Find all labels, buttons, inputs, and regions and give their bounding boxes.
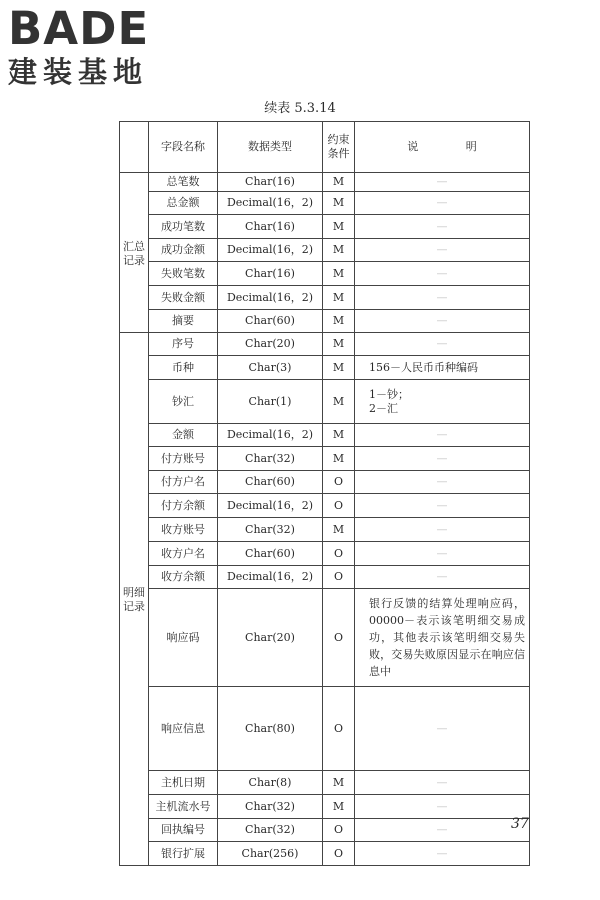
data-type-cell: Char(16)	[218, 262, 323, 286]
data-type-cell: Char(80)	[218, 687, 323, 771]
data-type-cell: Char(32)	[218, 819, 323, 842]
table-row	[120, 819, 530, 842]
constraint-cell: O	[323, 589, 355, 687]
description-cell: —	[355, 687, 530, 771]
table-row	[120, 471, 530, 494]
data-type-cell: Char(60)	[218, 471, 323, 494]
field-name-cell: 收方余额	[149, 566, 218, 589]
table-row	[120, 356, 530, 380]
header-group	[120, 122, 149, 173]
field-name-cell: 主机流水号	[149, 795, 218, 819]
constraint-cell: M	[323, 795, 355, 819]
description-cell: —	[355, 542, 530, 566]
description-cell: —	[355, 842, 530, 866]
field-name-cell: 总金额	[149, 192, 218, 215]
table-row	[120, 262, 530, 286]
constraint-cell: O	[323, 566, 355, 589]
description-cell: —	[355, 494, 530, 518]
data-type-cell: Char(60)	[218, 542, 323, 566]
table-row	[120, 447, 530, 471]
group-label-text: 汇总记录	[123, 239, 145, 267]
description-cell: —	[355, 447, 530, 471]
field-name-cell: 金额	[149, 424, 218, 447]
description-cell: 1－钞； 2－汇	[355, 380, 530, 424]
description-cell: —	[355, 566, 530, 589]
field-spec-table	[119, 121, 530, 866]
group-label	[120, 173, 149, 333]
header-field-name: 字段名称	[149, 122, 218, 173]
table-row	[120, 589, 530, 687]
table-row	[120, 687, 530, 771]
description-cell: —	[355, 795, 530, 819]
description-cell: —	[355, 215, 530, 239]
description-cell: —	[355, 192, 530, 215]
table-row	[120, 566, 530, 589]
data-type-cell: Char(16)	[218, 215, 323, 239]
table-caption: 续表 5.3.14	[264, 101, 336, 116]
page-number: 37	[511, 816, 529, 832]
data-type-cell: Decimal(16，2)	[218, 424, 323, 447]
constraint-cell: M	[323, 771, 355, 795]
data-type-cell: Char(1)	[218, 380, 323, 424]
constraint-cell: M	[323, 356, 355, 380]
field-name-cell: 成功金额	[149, 239, 218, 262]
group-label	[120, 333, 149, 866]
data-type-cell: Char(20)	[218, 333, 323, 356]
field-name-cell: 主机日期	[149, 771, 218, 795]
constraint-cell: M	[323, 380, 355, 424]
field-name-cell: 回执编号	[149, 819, 218, 842]
data-type-cell: Decimal(16，2)	[218, 192, 323, 215]
group-label-text: 明细记录	[123, 586, 145, 613]
field-name-cell: 总笔数	[149, 173, 218, 192]
field-name-cell: 付方余额	[149, 494, 218, 518]
data-type-cell: Decimal(16，2)	[218, 286, 323, 310]
field-name-cell: 收方户名	[149, 542, 218, 566]
constraint-cell: M	[323, 192, 355, 215]
field-name-cell: 收方账号	[149, 518, 218, 542]
table-row	[120, 542, 530, 566]
table-row	[120, 286, 530, 310]
data-type-cell: Char(3)	[218, 356, 323, 380]
constraint-cell: M	[323, 262, 355, 286]
table-header-row	[120, 122, 530, 173]
header-description: 说 明	[355, 122, 530, 173]
constraint-cell: M	[323, 447, 355, 471]
constraint-cell: M	[323, 424, 355, 447]
constraint-cell: O	[323, 494, 355, 518]
field-name-cell: 失败金额	[149, 286, 218, 310]
table-row	[120, 173, 530, 192]
field-name-cell: 序号	[149, 333, 218, 356]
logo	[8, 4, 178, 90]
description-cell: —	[355, 333, 530, 356]
description-cell: —	[355, 424, 530, 447]
description-cell: —	[355, 173, 530, 192]
table-row	[120, 771, 530, 795]
description-cell: —	[355, 310, 530, 333]
header-data-type: 数据类型	[218, 122, 323, 173]
field-name-cell: 成功笔数	[149, 215, 218, 239]
table-row	[120, 380, 530, 424]
constraint-cell: M	[323, 239, 355, 262]
logo-wordmark: BADE	[8, 2, 150, 55]
constraint-cell: O	[323, 842, 355, 866]
logo-subtitle: 建装基地	[8, 55, 149, 89]
field-name-cell: 银行扩展	[149, 842, 218, 866]
field-name-cell: 币种	[149, 356, 218, 380]
table-row	[120, 842, 530, 866]
field-name-cell: 摘要	[149, 310, 218, 333]
data-type-cell: Char(20)	[218, 589, 323, 687]
field-name-cell: 响应码	[149, 589, 218, 687]
data-type-cell: Char(8)	[218, 771, 323, 795]
constraint-cell: O	[323, 542, 355, 566]
data-type-cell: Char(32)	[218, 518, 323, 542]
data-type-cell: Decimal(16，2)	[218, 566, 323, 589]
table-body	[120, 173, 530, 866]
header-constraint: 约束条件	[323, 122, 355, 173]
field-name-cell: 付方户名	[149, 471, 218, 494]
data-type-cell: Char(16)	[218, 173, 323, 192]
description-cell: —	[355, 239, 530, 262]
table-row	[120, 424, 530, 447]
table-row	[120, 795, 530, 819]
constraint-cell: O	[323, 687, 355, 771]
data-type-cell: Char(32)	[218, 795, 323, 819]
data-type-cell: Decimal(16，2)	[218, 239, 323, 262]
data-type-cell: Char(60)	[218, 310, 323, 333]
constraint-cell: M	[323, 173, 355, 192]
description-cell: —	[355, 286, 530, 310]
table-row	[120, 239, 530, 262]
description-cell: 银行反馈的结算处理响应码，00000－表示该笔明细交易成功，其他表示该笔明细交易失败，交易失败原因显示在响应信息中	[355, 589, 530, 687]
description-cell: —	[355, 262, 530, 286]
field-name-cell: 响应信息	[149, 687, 218, 771]
description-cell: —	[355, 471, 530, 494]
field-name-cell: 付方账号	[149, 447, 218, 471]
table-row	[120, 494, 530, 518]
table-row	[120, 333, 530, 356]
description-cell: —	[355, 771, 530, 795]
description-cell: —	[355, 518, 530, 542]
constraint-cell: M	[323, 215, 355, 239]
description-cell: —	[355, 819, 530, 842]
constraint-cell: M	[323, 518, 355, 542]
data-type-cell: Char(32)	[218, 447, 323, 471]
constraint-cell: O	[323, 819, 355, 842]
description-cell: 156－人民币币种编码	[355, 356, 530, 380]
constraint-cell: M	[323, 310, 355, 333]
table-row	[120, 192, 530, 215]
constraint-cell: O	[323, 471, 355, 494]
table-row	[120, 518, 530, 542]
table-row	[120, 310, 530, 333]
constraint-cell: M	[323, 286, 355, 310]
constraint-cell: M	[323, 333, 355, 356]
data-type-cell: Char(256)	[218, 842, 323, 866]
field-name-cell: 失败笔数	[149, 262, 218, 286]
field-name-cell: 钞汇	[149, 380, 218, 424]
table-row	[120, 215, 530, 239]
data-type-cell: Decimal(16，2)	[218, 494, 323, 518]
